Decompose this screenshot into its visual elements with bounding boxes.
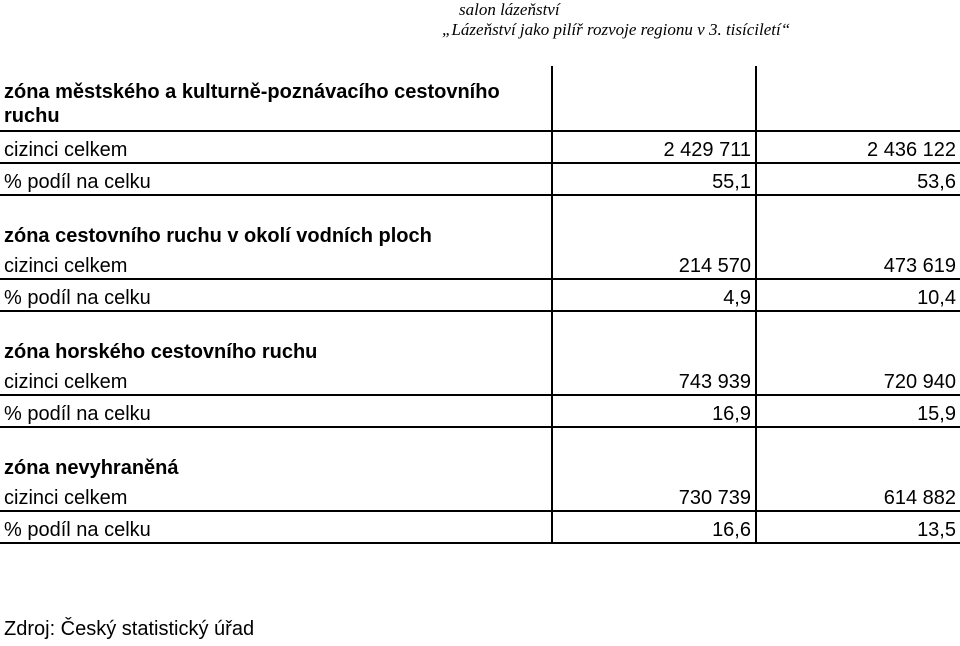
section-title: zóna nevyhraněná <box>0 454 552 480</box>
value-cell: 473 619 <box>756 248 960 279</box>
value-cell: 4,9 <box>552 279 756 311</box>
section-header-row <box>0 66 960 131</box>
value-cell: 730 739 <box>552 480 756 511</box>
section-title: zóna městského a kulturně-poznávacího cestovního ruchu <box>0 66 552 131</box>
row-label: cizinci celkem <box>0 248 552 279</box>
row-label: % podíl na celku <box>0 511 552 543</box>
tourism-zones-table <box>0 66 960 544</box>
value-cell: 16,6 <box>552 511 756 543</box>
row-label: % podíl na celku <box>0 163 552 195</box>
section-title: zóna cestovního ruchu v okolí vodních ploch <box>0 222 552 248</box>
row-label: cizinci celkem <box>0 480 552 511</box>
table-row <box>0 279 960 311</box>
value-cell: 2 436 122 <box>756 131 960 163</box>
row-label: cizinci celkem <box>0 131 552 163</box>
value-cell: 743 939 <box>552 364 756 395</box>
spacer-row <box>0 427 960 454</box>
value-cell: 720 940 <box>756 364 960 395</box>
table-row <box>0 248 960 279</box>
table-row <box>0 364 960 395</box>
source-note: Zdroj: Český statistický úřad <box>4 618 255 640</box>
value-cell: 2 429 711 <box>552 131 756 163</box>
value-cell: 53,6 <box>756 163 960 195</box>
table-row <box>0 395 960 427</box>
table-row <box>0 480 960 511</box>
header-event-title: salon lázeňství <box>459 0 560 19</box>
value-cell: 614 882 <box>756 480 960 511</box>
value-cell: 15,9 <box>756 395 960 427</box>
section-header-row <box>0 338 960 364</box>
section-header-row <box>0 222 960 248</box>
row-label: % podíl na celku <box>0 395 552 427</box>
table-row <box>0 163 960 195</box>
value-cell: 10,4 <box>756 279 960 311</box>
value-cell: 16,9 <box>552 395 756 427</box>
row-label: cizinci celkem <box>0 364 552 395</box>
header-event-subtitle: „Lázeňství jako pilíř rozvoje regionu v 3. tisíciletí“ <box>442 20 791 39</box>
row-label: % podíl na celku <box>0 279 552 311</box>
table-row <box>0 511 960 543</box>
value-cell: 55,1 <box>552 163 756 195</box>
section-header-row <box>0 454 960 480</box>
value-cell: 13,5 <box>756 511 960 543</box>
value-cell: 214 570 <box>552 248 756 279</box>
spacer-row <box>0 195 960 222</box>
table-row <box>0 131 960 163</box>
spacer-row <box>0 311 960 338</box>
section-title: zóna horského cestovního ruchu <box>0 338 552 364</box>
